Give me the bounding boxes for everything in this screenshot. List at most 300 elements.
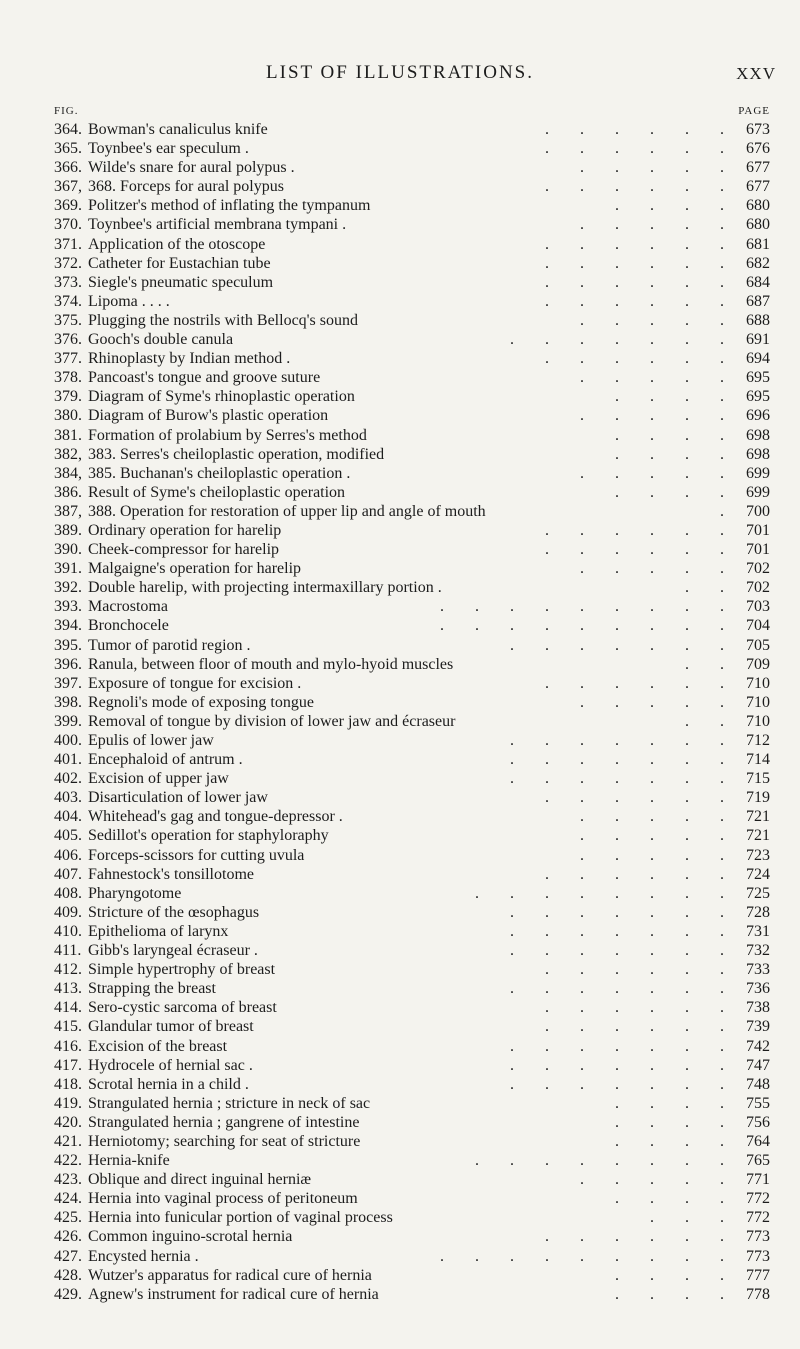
illustration-title: Ranula, between floor of mouth and mylo-hyoid muscles xyxy=(88,655,454,673)
illustration-title: Excision of upper jaw xyxy=(88,770,229,788)
figure-number: 382, xyxy=(54,445,82,463)
leader-dots: . . . . . . xyxy=(545,865,724,883)
leader-dots: . . . . . . xyxy=(545,292,724,310)
list-item xyxy=(54,177,770,196)
page-number: 709 xyxy=(746,655,770,673)
list-item xyxy=(54,1037,770,1056)
list-item xyxy=(54,1266,770,1285)
leader-dots: . . . . . . . xyxy=(510,751,724,769)
list-item xyxy=(54,922,770,941)
page-number: 725 xyxy=(746,884,770,902)
figure-number: 367, xyxy=(54,178,82,196)
leader-dots: . . . . . . . xyxy=(510,1037,724,1055)
leader-dots: . . . . . . . xyxy=(510,942,724,960)
leader-dots: . . . . . xyxy=(580,369,724,387)
illustration-title: Pancoast's tongue and groove suture xyxy=(88,369,321,387)
illustration-title: Scrotal hernia in a child . xyxy=(88,1075,249,1093)
list-item xyxy=(54,1170,770,1189)
leader-dots: . . . . . . xyxy=(545,235,724,253)
list-item xyxy=(54,788,770,807)
illustration-title: Oblique and direct inguinal herniæ xyxy=(88,1171,312,1189)
illustration-title: Forceps-scissors for cutting uvula xyxy=(88,846,305,864)
page-number: 710 xyxy=(746,693,770,711)
leader-dots: . . . . . . xyxy=(545,521,724,539)
leader-dots: . . xyxy=(685,712,724,730)
illustration-title: 388. Operation for restoration of upper lip and angle of mouth xyxy=(88,502,486,520)
page-number: 699 xyxy=(746,464,770,482)
page-number: 712 xyxy=(746,732,770,749)
leader-dots: . . . . . . . . . xyxy=(440,1247,724,1265)
figure-number: 409. xyxy=(54,903,82,921)
list-item xyxy=(54,139,770,158)
page-number: 773 xyxy=(746,1247,770,1265)
page-number: 684 xyxy=(746,273,770,291)
leader-dots: . . . . xyxy=(615,445,724,463)
figure-number: 393. xyxy=(54,598,82,616)
figure-number: 387, xyxy=(54,502,82,520)
list-item xyxy=(54,311,770,330)
illustration-title: Ordinary operation for harelip xyxy=(88,521,282,539)
page-header xyxy=(0,62,800,86)
list-item xyxy=(54,483,770,502)
figure-number: 427. xyxy=(54,1247,82,1265)
illustration-title: Politzer's method of inflating the tympanum xyxy=(88,197,371,215)
page-number: 701 xyxy=(746,521,770,539)
leader-dots: . . . . . . xyxy=(545,121,724,138)
list-item xyxy=(54,807,770,826)
leader-dots: . . . . xyxy=(615,1094,724,1112)
list-item xyxy=(54,1017,770,1036)
list-item xyxy=(54,865,770,884)
figure-number: 370. xyxy=(54,216,82,234)
illustration-title: Hernia-knife xyxy=(88,1152,170,1170)
figure-number: 401. xyxy=(54,751,82,769)
leader-dots: . . . . . xyxy=(580,846,724,864)
illustration-title: Formation of prolabium by Serres's method xyxy=(88,426,367,444)
page-number: 778 xyxy=(746,1285,770,1303)
list-item xyxy=(54,215,770,234)
list-item xyxy=(54,196,770,215)
figure-number: 369. xyxy=(54,197,82,215)
list-item xyxy=(54,1189,770,1208)
leader-dots: . . . . xyxy=(615,426,724,444)
page-number: 765 xyxy=(746,1152,770,1170)
figure-number: 378. xyxy=(54,369,82,387)
page-number: 687 xyxy=(746,292,770,310)
illustration-title: Wutzer's apparatus for radical cure of hernia xyxy=(88,1266,372,1284)
figure-number: 402. xyxy=(54,770,82,788)
list-item xyxy=(54,578,770,597)
figure-number: 389. xyxy=(54,521,82,539)
leader-dots: . . . xyxy=(650,1209,724,1227)
list-item xyxy=(54,1113,770,1132)
list-item xyxy=(54,1227,770,1246)
figure-number: 371. xyxy=(54,235,82,253)
illustration-title: Strangulated hernia ; stricture in neck of sac xyxy=(88,1094,371,1112)
leader-dots: . . . . . . xyxy=(545,674,724,692)
leader-dots: . . . . . . xyxy=(545,254,724,272)
illustration-title: Rhinoplasty by Indian method . xyxy=(88,350,291,368)
illustrations-list xyxy=(54,120,770,1304)
illustration-title: Tumor of parotid region . xyxy=(88,636,251,654)
illustration-title: Encysted hernia . xyxy=(88,1247,199,1265)
leader-dots: . . . . . . . xyxy=(510,770,724,788)
fig-column-header: FIG. xyxy=(54,105,79,117)
page-number: 677 xyxy=(746,178,770,196)
leader-dots: . . . . . xyxy=(580,216,724,234)
figure-number: 394. xyxy=(54,617,82,635)
list-item xyxy=(54,540,770,559)
page-number: 702 xyxy=(746,579,770,597)
figure-number: 397. xyxy=(54,674,82,692)
list-item xyxy=(54,273,770,292)
leader-dots: . . . . xyxy=(615,388,724,406)
leader-dots: . . . . . . . xyxy=(510,903,724,921)
figure-number: 365. xyxy=(54,140,82,158)
figure-number: 404. xyxy=(54,808,82,826)
illustration-title: Bowman's canaliculus knife xyxy=(88,121,268,138)
page-number: 747 xyxy=(746,1056,770,1074)
list-item xyxy=(54,903,770,922)
page-number: 682 xyxy=(746,254,770,272)
page-number: 694 xyxy=(746,350,770,368)
leader-dots: . . . . . xyxy=(580,464,724,482)
page-number: 738 xyxy=(746,999,770,1017)
leader-dots: . . . . . . xyxy=(545,1228,724,1246)
page-numeral: XXV xyxy=(736,64,776,83)
figure-number: 390. xyxy=(54,541,82,559)
figure-number: 395. xyxy=(54,636,82,654)
illustration-title: Simple hypertrophy of breast xyxy=(88,961,276,979)
leader-dots: . . . . . . . xyxy=(510,922,724,940)
illustration-title: Removal of tongue by division of lower jaw and écraseur xyxy=(88,712,456,730)
page-number: 676 xyxy=(746,140,770,158)
illustration-title: Hernia into funicular portion of vaginal process xyxy=(88,1209,393,1227)
page-number: 732 xyxy=(746,942,770,960)
column-headers xyxy=(54,105,770,119)
leader-dots: . . . . . . xyxy=(545,541,724,559)
figure-number: 410. xyxy=(54,922,82,940)
figure-number: 403. xyxy=(54,789,82,807)
illustration-title: 368. Forceps for aural polypus xyxy=(88,178,284,196)
leader-dots: . . . . xyxy=(615,1132,724,1150)
illustration-title: Result of Syme's cheiloplastic operation xyxy=(88,483,346,501)
figure-number: 426. xyxy=(54,1228,82,1246)
figure-number: 413. xyxy=(54,980,82,998)
page-number: 703 xyxy=(746,598,770,616)
figure-number: 425. xyxy=(54,1209,82,1227)
figure-number: 366. xyxy=(54,159,82,177)
illustration-title: Siegle's pneumatic speculum xyxy=(88,273,274,291)
illustration-title: Sero-cystic sarcoma of breast xyxy=(88,999,277,1017)
figure-number: 415. xyxy=(54,1018,82,1036)
page-number: 739 xyxy=(746,1018,770,1036)
figure-number: 407. xyxy=(54,865,82,883)
page-number: 756 xyxy=(746,1113,770,1131)
list-item xyxy=(54,387,770,406)
page-number: 695 xyxy=(746,369,770,387)
illustration-title: Catheter for Eustachian tube xyxy=(88,254,271,272)
illustration-title: Hernia into vaginal process of peritoneum xyxy=(88,1190,358,1208)
list-item xyxy=(54,368,770,387)
leader-dots: . . . . . . . . xyxy=(475,884,724,902)
list-item xyxy=(54,884,770,903)
list-item xyxy=(54,158,770,177)
page-number: 699 xyxy=(746,483,770,501)
leader-dots: . . . . . . . xyxy=(510,1056,724,1074)
illustration-title: Hydrocele of hernial sac . xyxy=(88,1056,253,1074)
figure-number: 391. xyxy=(54,560,82,578)
page-number: 731 xyxy=(746,922,770,940)
page-number: 771 xyxy=(746,1171,770,1189)
list-item xyxy=(54,979,770,998)
illustration-title: Common inguino-scrotal hernia xyxy=(88,1228,293,1246)
figure-number: 411. xyxy=(54,942,82,960)
figure-number: 419. xyxy=(54,1094,82,1112)
illustration-title: Encephaloid of antrum . xyxy=(88,751,243,769)
illustration-title: Bronchocele xyxy=(88,617,169,635)
leader-dots: . . . . xyxy=(615,1285,724,1303)
leader-dots: . . . . . . . xyxy=(510,331,724,349)
page-number: 755 xyxy=(746,1094,770,1112)
page-number: 696 xyxy=(746,407,770,425)
list-item xyxy=(54,464,770,483)
illustration-title: Diagram of Burow's plastic operation xyxy=(88,407,329,425)
illustration-title: Whitehead's gag and tongue-depressor . xyxy=(88,808,343,826)
leader-dots: . . . . . xyxy=(580,827,724,845)
leader-dots: . . . . xyxy=(615,197,724,215)
list-item xyxy=(54,1247,770,1266)
illustration-title: Double harelip, with projecting intermaxillary portion . xyxy=(88,579,442,597)
illustration-title: Stricture of the œsophagus xyxy=(88,903,260,921)
illustration-title: Pharyngotome xyxy=(88,884,182,902)
list-item xyxy=(54,559,770,578)
list-item xyxy=(54,693,770,712)
page-number: 715 xyxy=(746,770,770,788)
list-item xyxy=(54,1151,770,1170)
list-item xyxy=(54,712,770,731)
page-number: 723 xyxy=(746,846,770,864)
illustration-title: Strapping the breast xyxy=(88,980,216,998)
list-item xyxy=(54,731,770,750)
leader-dots: . xyxy=(720,502,724,520)
list-item xyxy=(54,426,770,445)
page-number: 742 xyxy=(746,1037,770,1055)
list-item xyxy=(54,235,770,254)
page-number: 772 xyxy=(746,1190,770,1208)
list-item xyxy=(54,941,770,960)
figure-number: 377. xyxy=(54,350,82,368)
illustration-title: Exposure of tongue for excision . xyxy=(88,674,302,692)
figure-number: 374. xyxy=(54,292,82,310)
list-item xyxy=(54,1094,770,1113)
figure-number: 381. xyxy=(54,426,82,444)
page-number: 710 xyxy=(746,712,770,730)
page-number: 698 xyxy=(746,445,770,463)
figure-number: 406. xyxy=(54,846,82,864)
figure-number: 424. xyxy=(54,1190,82,1208)
page-number: 714 xyxy=(746,751,770,769)
leader-dots: . . . . . . . xyxy=(510,1075,724,1093)
figure-number: 422. xyxy=(54,1152,82,1170)
page-number: 702 xyxy=(746,560,770,578)
illustration-title: Macrostoma xyxy=(88,598,168,616)
illustration-title: Epithelioma of larynx xyxy=(88,922,229,940)
leader-dots: . . . . . . xyxy=(545,273,724,291)
illustration-title: Epulis of lower jaw xyxy=(88,732,214,749)
page-number: 728 xyxy=(746,903,770,921)
page-number: 695 xyxy=(746,388,770,406)
leader-dots: . . . . . . . . . xyxy=(440,598,724,616)
list-item xyxy=(54,636,770,655)
illustration-title: Agnew's instrument for radical cure of hernia xyxy=(88,1285,379,1303)
leader-dots: . . . . . . xyxy=(545,140,724,158)
figure-number: 414. xyxy=(54,999,82,1017)
figure-number: 420. xyxy=(54,1113,82,1131)
leader-dots: . . . . . . . . . xyxy=(440,617,724,635)
figure-number: 380. xyxy=(54,407,82,425)
leader-dots: . . . . . . . xyxy=(510,636,724,654)
list-item xyxy=(54,769,770,788)
leader-dots: . . . . . . xyxy=(545,178,724,196)
leader-dots: . . . . xyxy=(615,1113,724,1131)
figure-number: 405. xyxy=(54,827,82,845)
leader-dots: . . . . . xyxy=(580,808,724,826)
list-item xyxy=(54,502,770,521)
illustration-title: Wilde's snare for aural polypus . xyxy=(88,159,295,177)
page-number: 772 xyxy=(746,1209,770,1227)
leader-dots: . . . . xyxy=(615,483,724,501)
page-number: 777 xyxy=(746,1266,770,1284)
page-number: 764 xyxy=(746,1132,770,1150)
leader-dots: . . . . . xyxy=(580,560,724,578)
page-number: 691 xyxy=(746,331,770,349)
list-item xyxy=(54,616,770,635)
page-title: LIST OF ILLUSTRATIONS. xyxy=(266,62,534,83)
leader-dots: . . . . . xyxy=(580,159,724,177)
list-item xyxy=(54,1208,770,1227)
illustration-title: Regnoli's mode of exposing tongue xyxy=(88,693,314,711)
figure-number: 379. xyxy=(54,388,82,406)
list-item xyxy=(54,349,770,368)
leader-dots: . . . . . . xyxy=(545,789,724,807)
figure-number: 423. xyxy=(54,1171,82,1189)
illustration-title: Excision of the breast xyxy=(88,1037,228,1055)
illustration-title: Gooch's double canula xyxy=(88,331,234,349)
page-number: 721 xyxy=(746,808,770,826)
leader-dots: . . . . . xyxy=(580,1171,724,1189)
page-number: 704 xyxy=(746,617,770,635)
page-number: 698 xyxy=(746,426,770,444)
page-number: 733 xyxy=(746,961,770,979)
leader-dots: . . . . . xyxy=(580,311,724,329)
page-number: 710 xyxy=(746,674,770,692)
leader-dots: . . . . . . . xyxy=(510,980,724,998)
page-number: 701 xyxy=(746,541,770,559)
figure-number: 416. xyxy=(54,1037,82,1055)
figure-number: 398. xyxy=(54,693,82,711)
illustration-title: Glandular tumor of breast xyxy=(88,1018,254,1036)
figure-number: 364. xyxy=(54,121,82,138)
list-item xyxy=(54,597,770,616)
page-number: 680 xyxy=(746,216,770,234)
figure-number: 408. xyxy=(54,884,82,902)
leader-dots: . . . . . . . xyxy=(510,732,724,749)
figure-number: 428. xyxy=(54,1266,82,1284)
list-item xyxy=(54,330,770,349)
illustration-title: Toynbee's ear speculum . xyxy=(88,140,249,158)
figure-number: 375. xyxy=(54,311,82,329)
figure-number: 396. xyxy=(54,655,82,673)
page-number: 677 xyxy=(746,159,770,177)
figure-number: 417. xyxy=(54,1056,82,1074)
list-item xyxy=(54,406,770,425)
illustration-title: Diagram of Syme's rhinoplastic operation xyxy=(88,388,355,406)
list-item xyxy=(54,674,770,693)
figure-number: 373. xyxy=(54,273,82,291)
leader-dots: . . . . . xyxy=(580,693,724,711)
illustration-title: Fahnestock's tonsillotome xyxy=(88,865,254,883)
illustration-title: Toynbee's artificial membrana tympani . xyxy=(88,216,347,234)
page-number: 673 xyxy=(746,121,770,138)
figure-number: 392. xyxy=(54,579,82,597)
figure-number: 376. xyxy=(54,331,82,349)
figure-number: 400. xyxy=(54,732,82,749)
illustration-title: Malgaigne's operation for harelip xyxy=(88,560,302,578)
leader-dots: . . . . xyxy=(615,1190,724,1208)
illustration-title: Sedillot's operation for staphyloraphy xyxy=(88,827,329,845)
figure-number: 421. xyxy=(54,1132,82,1150)
leader-dots: . . . . . . xyxy=(545,350,724,368)
figure-number: 372. xyxy=(54,254,82,272)
illustration-title: Gibb's laryngeal écraseur . xyxy=(88,942,258,960)
figure-number: 399. xyxy=(54,712,82,730)
page-number: 700 xyxy=(746,502,770,520)
list-item xyxy=(54,445,770,464)
figure-number: 412. xyxy=(54,961,82,979)
page-number: 721 xyxy=(746,827,770,845)
list-item xyxy=(54,750,770,769)
illustration-title: Lipoma . . . . xyxy=(88,292,170,310)
list-item xyxy=(54,120,770,139)
page-number: 688 xyxy=(746,311,770,329)
illustration-title: Cheek-compressor for harelip xyxy=(88,541,280,559)
leader-dots: . . . . xyxy=(615,1266,724,1284)
list-item xyxy=(54,1285,770,1304)
page-column-header: PAGE xyxy=(738,105,770,117)
illustration-title: 383. Serres's cheiloplastic operation, modified xyxy=(88,445,385,463)
list-item xyxy=(54,521,770,540)
list-item xyxy=(54,998,770,1017)
list-item xyxy=(54,1056,770,1075)
page-number: 705 xyxy=(746,636,770,654)
page-number: 736 xyxy=(746,980,770,998)
leader-dots: . . . . . . xyxy=(545,999,724,1017)
leader-dots: . . . . . . . . xyxy=(475,1152,724,1170)
figure-number: 418. xyxy=(54,1075,82,1093)
illustration-title: Plugging the nostrils with Bellocq's sound xyxy=(88,311,358,329)
leader-dots: . . . . . xyxy=(580,407,724,425)
page-number: 719 xyxy=(746,789,770,807)
page-number: 681 xyxy=(746,235,770,253)
illustration-title: Application of the otoscope xyxy=(88,235,266,253)
illustration-title: 385. Buchanan's cheiloplastic operation . xyxy=(88,464,351,482)
list-item xyxy=(54,960,770,979)
list-item xyxy=(54,254,770,273)
illustration-title: Disarticulation of lower jaw xyxy=(88,789,268,807)
list-item xyxy=(54,826,770,845)
illustration-title: Strangulated hernia ; gangrene of intestine xyxy=(88,1113,360,1131)
